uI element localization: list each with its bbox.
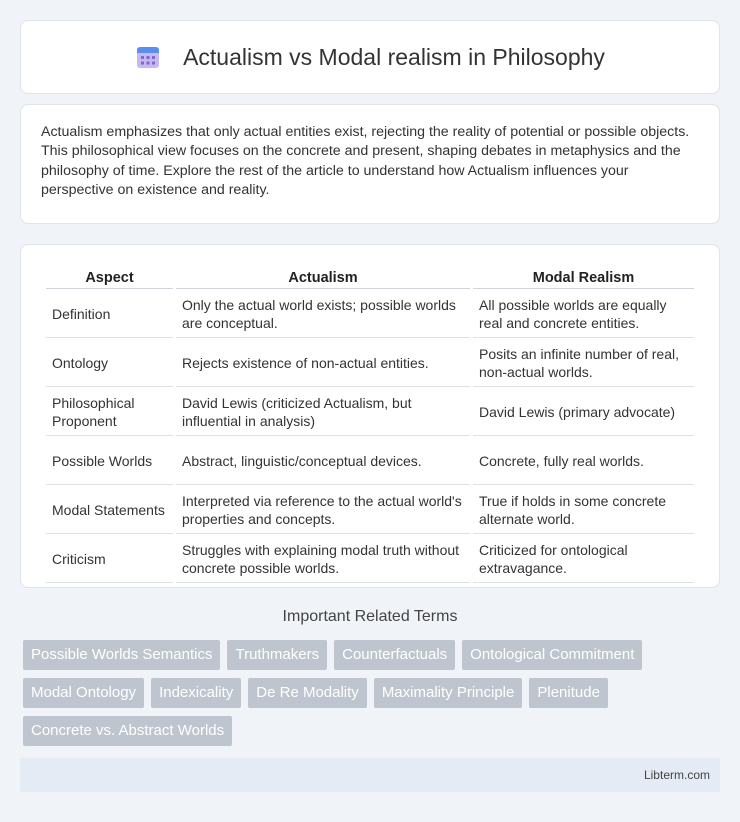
table-row xyxy=(46,291,694,338)
related-term-tag[interactable]: Truthmakers xyxy=(227,640,327,670)
intro-text: Actualism emphasizes that only actual entities exist, rejecting the reality of potential or possible objects. This philosophical view focuses on the concrete and present, shaping debates in metaphysics and the philosophy of time. Explore the rest of the article to understand how Actualism influences your perspective on existence and reality. xyxy=(41,124,690,199)
intro-card xyxy=(20,104,720,224)
table-cell: Only the actual world exists; possible worlds are conceptual. xyxy=(176,291,470,338)
calendar-grid-icon xyxy=(135,44,161,70)
table-cell: Possible Worlds xyxy=(46,438,173,485)
table-row xyxy=(46,340,694,387)
related-term-tag[interactable]: Concrete vs. Abstract Worlds xyxy=(23,716,232,746)
related-term-tag[interactable]: Modal Ontology xyxy=(23,678,144,708)
table-row xyxy=(46,487,694,534)
table-cell: Posits an infinite number of real, non-actual worlds. xyxy=(473,340,694,387)
table-cell: David Lewis (primary advocate) xyxy=(473,389,694,436)
table-cell: Interpreted via reference to the actual world's properties and concepts. xyxy=(176,487,470,534)
header-actualism: Actualism xyxy=(176,267,470,289)
comparison-card xyxy=(20,244,720,588)
table-row xyxy=(46,389,694,436)
related-terms-list xyxy=(23,640,723,746)
related-term-tag[interactable]: Plenitude xyxy=(529,678,608,708)
comparison-table xyxy=(43,265,697,585)
related-term-tag[interactable]: Indexicality xyxy=(151,678,241,708)
footer-brand-link[interactable]: Libterm.com xyxy=(643,768,710,782)
header-card xyxy=(20,20,720,94)
footer xyxy=(20,758,720,792)
page-title: Actualism vs Modal realism in Philosophy xyxy=(183,43,605,70)
table-cell: David Lewis (criticized Actualism, but influential in analysis) xyxy=(176,389,470,436)
related-term-tag[interactable]: De Re Modality xyxy=(248,678,367,708)
header-modal-realism: Modal Realism xyxy=(473,267,694,289)
related-term-tag[interactable]: Counterfactuals xyxy=(334,640,455,670)
related-term-tag[interactable]: Maximality Principle xyxy=(374,678,523,708)
table-row xyxy=(46,438,694,485)
table-cell: Philosophical Proponent xyxy=(46,389,173,436)
table-header-row xyxy=(46,267,694,289)
table-cell: Definition xyxy=(46,291,173,338)
table-cell: Criticism xyxy=(46,536,173,583)
table-cell: All possible worlds are equally real and concrete entities. xyxy=(473,291,694,338)
table-cell: Concrete, fully real worlds. xyxy=(473,438,694,485)
related-terms-title: Important Related Terms xyxy=(282,608,458,625)
table-cell: Ontology xyxy=(46,340,173,387)
table-cell: Abstract, linguistic/conceptual devices. xyxy=(176,438,470,485)
table-cell: Rejects existence of non-actual entities. xyxy=(176,340,470,387)
table-cell: Criticized for ontological extravagance. xyxy=(473,536,694,583)
table-cell: Struggles with explaining modal truth without concrete possible worlds. xyxy=(176,536,470,583)
header-aspect: Aspect xyxy=(46,267,173,289)
related-term-tag[interactable]: Possible Worlds Semantics xyxy=(23,640,220,670)
related-term-tag[interactable]: Ontological Commitment xyxy=(462,640,642,670)
table-row xyxy=(46,536,694,583)
table-cell: Modal Statements xyxy=(46,487,173,534)
table-cell: True if holds in some concrete alternate world. xyxy=(473,487,694,534)
